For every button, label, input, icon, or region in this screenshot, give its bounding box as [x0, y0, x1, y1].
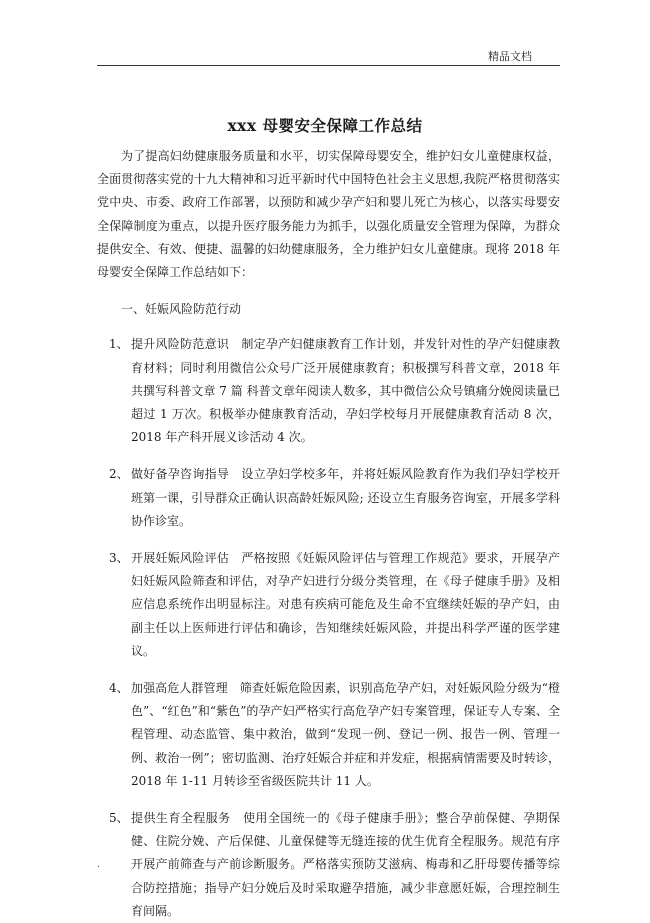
footer-mark: .	[97, 860, 100, 870]
item-list	[97, 333, 560, 923]
section-heading: 一、妊娠风险防范行动	[121, 302, 242, 317]
list-item	[97, 807, 560, 923]
header-divider	[97, 65, 560, 66]
item-number: 4、	[109, 681, 129, 696]
list-item	[97, 677, 560, 793]
list-item	[97, 463, 560, 533]
item-text: 做好备孕咨询指导 设立孕妇学校多年，并将妊娠风险教育作为我们孕妇学校开班第一课，引导群众正确认识高龄妊娠风险; 还设立生育服务咨询室，开展多学科协作诊室。	[131, 467, 560, 528]
item-text: 提升风险防范意识 制定孕产妇健康教育工作计划，并发针对性的孕产妇健康教育材料；同时利用微信公众号广泛开展健康教育；积极撰写科普文章，2018 年共撰写科普文章 7 篇 科普文章年阅读人数多，其中微信公众号镇痛分娩阅读量已超过 1 万次。积极举办健康教育活动，孕妇学校每月开展健康教育活动 8 次，2018 年产科开展义诊活动 4 次。	[131, 337, 560, 445]
list-item	[97, 333, 560, 449]
document-body	[97, 145, 560, 923]
intro-paragraph: 为了提高妇幼健康服务质量和水平，切实保障母婴安全，维护妇女儿童健康权益，全面贯彻落实党的十九大精神和习近平新时代中国特色社会主义思想,我院严格贯彻落实党中央、市委、政府工作部署，以预防和减少孕产妇和婴儿死亡为核心，以落实母婴安全保障制度为重点，以提升医疗服务能力为抓手，以强化质量安全管理为保障，为群众提供安全、有效、便捷、温馨的妇幼健康服务，全力维护妇女儿童健康。现将 2018 年母婴安全保障工作总结如下：	[97, 149, 560, 280]
document-title: xxx 母婴安全保障工作总结	[227, 116, 423, 135]
item-text: 提供生育全程服务 使用全国统一的《母子健康手册》；整合孕前保健、孕期保健、住院分娩、产后保健、儿童保健等无缝连接的优生优育全程服务。规范有序开展产前筛查与产前诊断服务。严格落实预防艾滋病、梅毒和乙肝母婴传播等综合防控措施；指导产妇分娩后及时采取避孕措施，减少非意愿妊娠，合理控制生育间隔。	[131, 811, 560, 918]
item-number: 3、	[109, 551, 129, 566]
item-number: 1、	[109, 337, 129, 352]
item-number: 5、	[109, 811, 129, 826]
item-text: 加强高危人群管理 筛查妊娠危险因素，识别高危孕产妇，对妊娠风险分级为“橙色”、“红色”和“紫色”的孕产妇严格实行高危孕产妇专案管理，保证专人专案、全程管理、动态监管、集中救治，做到“发现一例、登记一例、报告一例、管理一例、救治一例”；密切监测、治疗妊娠合并症和并发症，根据病情需要及时转诊，2018 年 1-11 月转诊至省级医院共计 11 人。	[131, 681, 560, 788]
list-item	[97, 547, 560, 663]
item-number: 2、	[109, 467, 129, 482]
header-label: 精品文档	[488, 50, 532, 63]
item-text: 开展妊娠风险评估 严格按照《妊娠风险评估与管理工作规范》要求，开展孕产妇妊娠风险筛查和评估，对孕产妇进行分级分类管理，在《母子健康手册》及相应信息系统作出明显标注。对患有疾病可能危及生命不宜继续妊娠的孕产妇，由副主任以上医师进行评估和确诊，告知继续妊娠风险，并提出科学严谨的医学建议。	[131, 551, 560, 658]
